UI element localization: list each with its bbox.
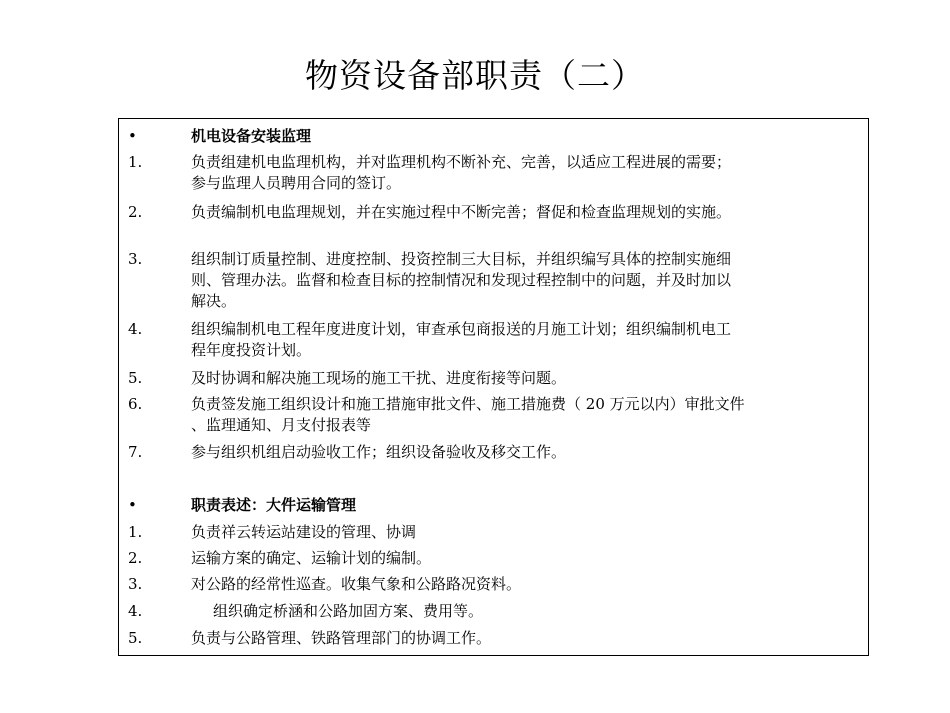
item-text (191, 394, 863, 436)
item-text (191, 548, 863, 569)
item-line: 负责组建机电监理机构，并对监理机构不断补充、完善，以适应工程进展的需要； (191, 153, 732, 171)
section-heading-text: 机电设备安装监理 (191, 127, 312, 145)
item-line: 负责祥云转运站建设的管理、协调 (191, 523, 417, 541)
item-number: 1. (128, 523, 143, 541)
item-text (191, 442, 863, 463)
item-line: 解决。 (191, 292, 237, 310)
item-line: 、监理通知、月支付报表等 (191, 416, 372, 434)
item-line: 参与监理人员聘用合同的签订。 (191, 174, 402, 192)
item-line: 负责与公路管理、铁路管理部门的协调工作。 (191, 629, 492, 647)
item-line: 负责签发施工组织设计和施工措施审批文件、施工措施费（ 20 万元以内）审批文件 (191, 395, 745, 413)
item-text (191, 319, 863, 361)
item-number: 5. (128, 629, 143, 647)
item-text (191, 152, 863, 194)
item-number: 2. (128, 203, 143, 221)
item-number: 4. (128, 602, 143, 620)
item-text (191, 202, 863, 223)
item-text (191, 628, 863, 649)
item-number: 3. (128, 575, 143, 593)
section-heading-text: 职责表述：大件运输管理 (191, 496, 357, 514)
item-line: 及时协调和解决施工现场的施工干扰、进度衔接等问题。 (191, 369, 567, 387)
item-line: 负责编制机电监理规划，并在实施过程中不断完善；督促和检查监理规划的实施。 (191, 203, 732, 221)
item-line: 组织编制机电工程年度进度计划，审查承包商报送的月施工计划；组织编制机电工 (191, 320, 732, 338)
bullet-marker: • (128, 127, 137, 145)
page-title: 物资设备部职责（二） (305, 56, 645, 95)
item-number: 7. (128, 443, 143, 461)
item-line: 组织制订质量控制、进度控制、投资控制三大目标，并组织编写具体的控制实施细 (191, 250, 732, 268)
item-line: 对公路的经常性巡查。收集气象和公路路况资料。 (191, 575, 522, 593)
bullet-marker: • (128, 496, 137, 514)
item-line: 组织确定桥涵和公路加固方案、费用等。 (213, 602, 484, 620)
item-number: 1. (128, 153, 143, 171)
item-line: 程年度投资计划。 (191, 341, 312, 359)
item-line: 参与组织机组启动验收工作；组织设备验收及移交工作。 (191, 443, 567, 461)
item-text (191, 522, 863, 543)
item-number: 5. (128, 369, 143, 387)
item-text (191, 249, 863, 312)
item-number: 2. (128, 549, 143, 567)
item-line: 运输方案的确定、运输计划的编制。 (191, 549, 432, 567)
item-line: 则、管理办法。监督和检查目标的控制情况和发现过程控制中的问题，并及时加以 (191, 271, 732, 289)
item-number: 6. (128, 395, 143, 413)
item-text (191, 368, 863, 389)
item-number: 4. (128, 320, 143, 338)
item-text (213, 601, 863, 622)
item-text (191, 574, 863, 595)
item-number: 3. (128, 250, 143, 268)
responsibilities-box (118, 118, 869, 656)
